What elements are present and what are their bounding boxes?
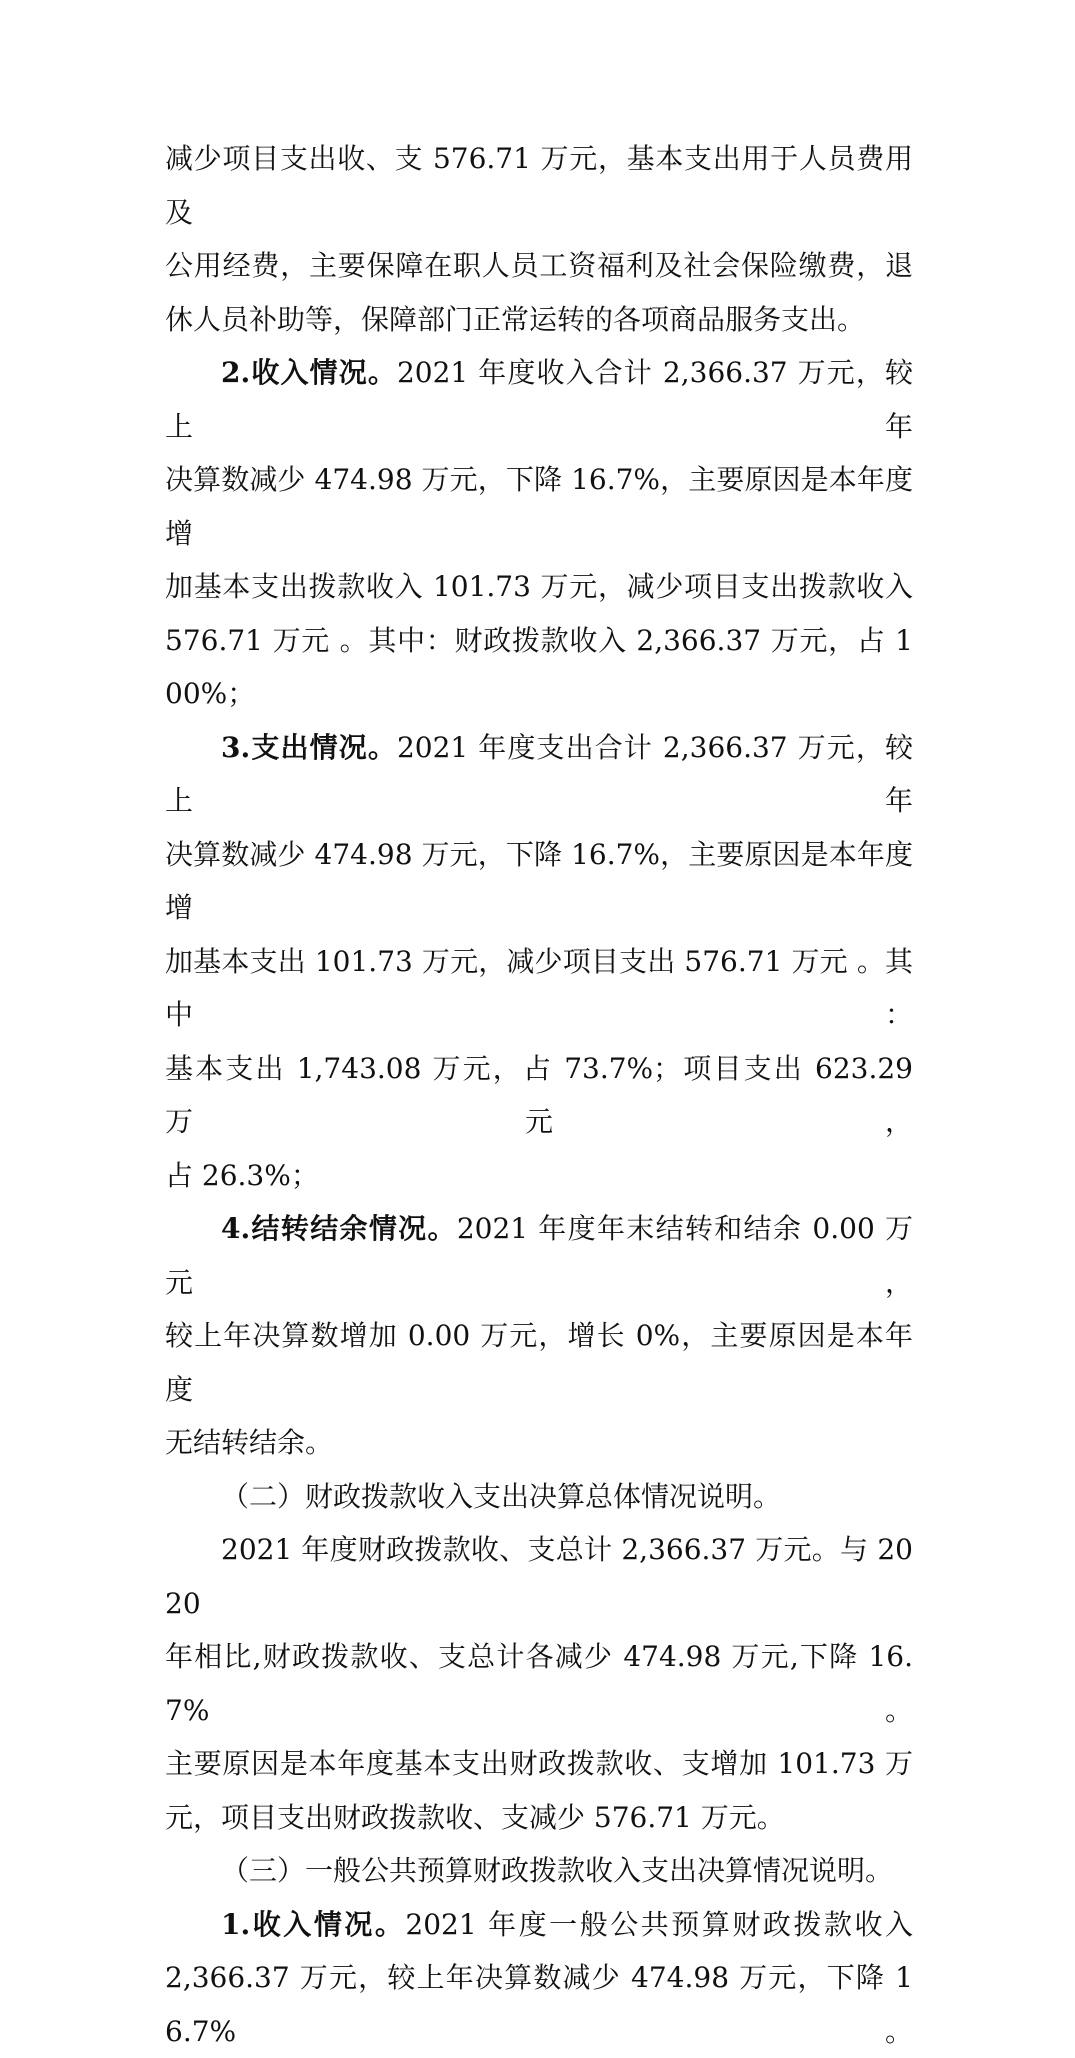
paragraph-income-situation	[165, 346, 913, 453]
paragraph-basic-expenditure-continued	[165, 239, 913, 293]
section-heading: 4.结转结余情况。	[221, 1212, 457, 1245]
section-heading: 1.收入情况。	[221, 1907, 406, 1941]
document-page	[165, 132, 913, 2058]
text-line: 2021 年度年末结转和结余 0.00 万元，	[165, 1212, 913, 1299]
paragraph-carryover-situation	[165, 1309, 913, 1416]
paragraph-income-situation	[165, 560, 913, 614]
paragraph-fiscal-overall	[165, 1737, 913, 1791]
paragraph-basic-expenditure-continued	[165, 132, 913, 239]
paragraph-expenditure-situation	[165, 935, 913, 1042]
text-line: 决算数减少 474.98 万元，下降 16.7%，主要原因是本年度增	[165, 463, 913, 550]
text-line: 主要原因是本年度基本支出财政拨款收、支增加 101.73 万	[165, 1747, 913, 1780]
text-line: 年相比,财政拨款收、支总计各减少 474.98 万元,下降 16.7%。	[165, 1640, 913, 1727]
paragraph-carryover-situation	[165, 1202, 913, 1309]
paragraph-income-situation	[165, 453, 913, 560]
paragraph-fiscal-overall	[165, 1630, 913, 1737]
text-line: 减少项目支出收、支 576.71 万元，基本支出用于人员费用及	[165, 142, 913, 229]
text-line: 2021 年度收入合计 2,366.37 万元，较上年	[165, 356, 913, 443]
section-heading-general-public-budget	[165, 1844, 913, 1898]
paragraph-basic-expenditure-continued	[165, 293, 913, 347]
section-heading: 2.收入情况。	[221, 356, 397, 389]
section-heading: 3.支出情况。	[221, 730, 397, 764]
text-line: 576.71 万元 。其中：财政拨款收入 2,366.37 万元，占 100%；	[165, 623, 913, 710]
text-line: 2021 年度支出合计 2,366.37 万元，较上年	[165, 730, 913, 817]
text-line: 元，项目支出财政拨款收、支减少 576.71 万元。	[165, 1800, 785, 1834]
text-line: 较上年决算数增加 0.00 万元，增长 0%，主要原因是本年度	[165, 1319, 913, 1406]
text-line: 占 26.3%；	[165, 1158, 319, 1192]
paragraph-general-budget-income	[165, 1951, 913, 2058]
paragraph-expenditure-situation	[165, 1149, 913, 1203]
text-line: 加基本支出拨款收入 101.73 万元，减少项目支出拨款收入	[165, 570, 913, 603]
text-line: 加基本支出 101.73 万元，减少项目支出 576.71 万元 。其中：	[165, 944, 913, 1031]
text-line: （二）财政拨款收入支出决算总体情况说明。	[221, 1479, 782, 1513]
paragraph-fiscal-overall	[165, 1523, 913, 1630]
text-line: 无结转结余。	[165, 1426, 334, 1459]
text-line: （三）一般公共预算财政拨款收入支出决算情况说明。	[221, 1854, 894, 1887]
paragraph-expenditure-situation	[165, 1042, 913, 1149]
text-line: 2,366.37 万元，较上年决算数减少 474.98 万元，下降 16.7%。	[165, 1961, 913, 2048]
text-line: 2021 年度财政拨款收、支总计 2,366.37 万元。与 2020	[165, 1533, 913, 1620]
text-line: 基本支出 1,743.08 万元，占 73.7%；项目支出 623.29 万元，	[165, 1051, 913, 1138]
paragraph-general-budget-income	[165, 1898, 913, 1952]
paragraph-fiscal-overall	[165, 1791, 913, 1845]
paragraph-income-situation	[165, 614, 913, 721]
paragraph-expenditure-situation	[165, 721, 913, 828]
section-heading-fiscal-overall	[165, 1470, 913, 1524]
text-line: 公用经费，主要保障在职人员工资福利及社会保险缴费，退	[165, 249, 913, 282]
text-line: 2021 年度一般公共预算财政拨款收入	[405, 1907, 913, 1941]
paragraph-expenditure-situation	[165, 828, 913, 935]
text-line: 休人员补助等，保障部门正常运转的各项商品服务支出。	[165, 302, 866, 336]
paragraph-carryover-situation	[165, 1416, 913, 1470]
text-line: 决算数减少 474.98 万元，下降 16.7%，主要原因是本年度增	[165, 837, 913, 924]
